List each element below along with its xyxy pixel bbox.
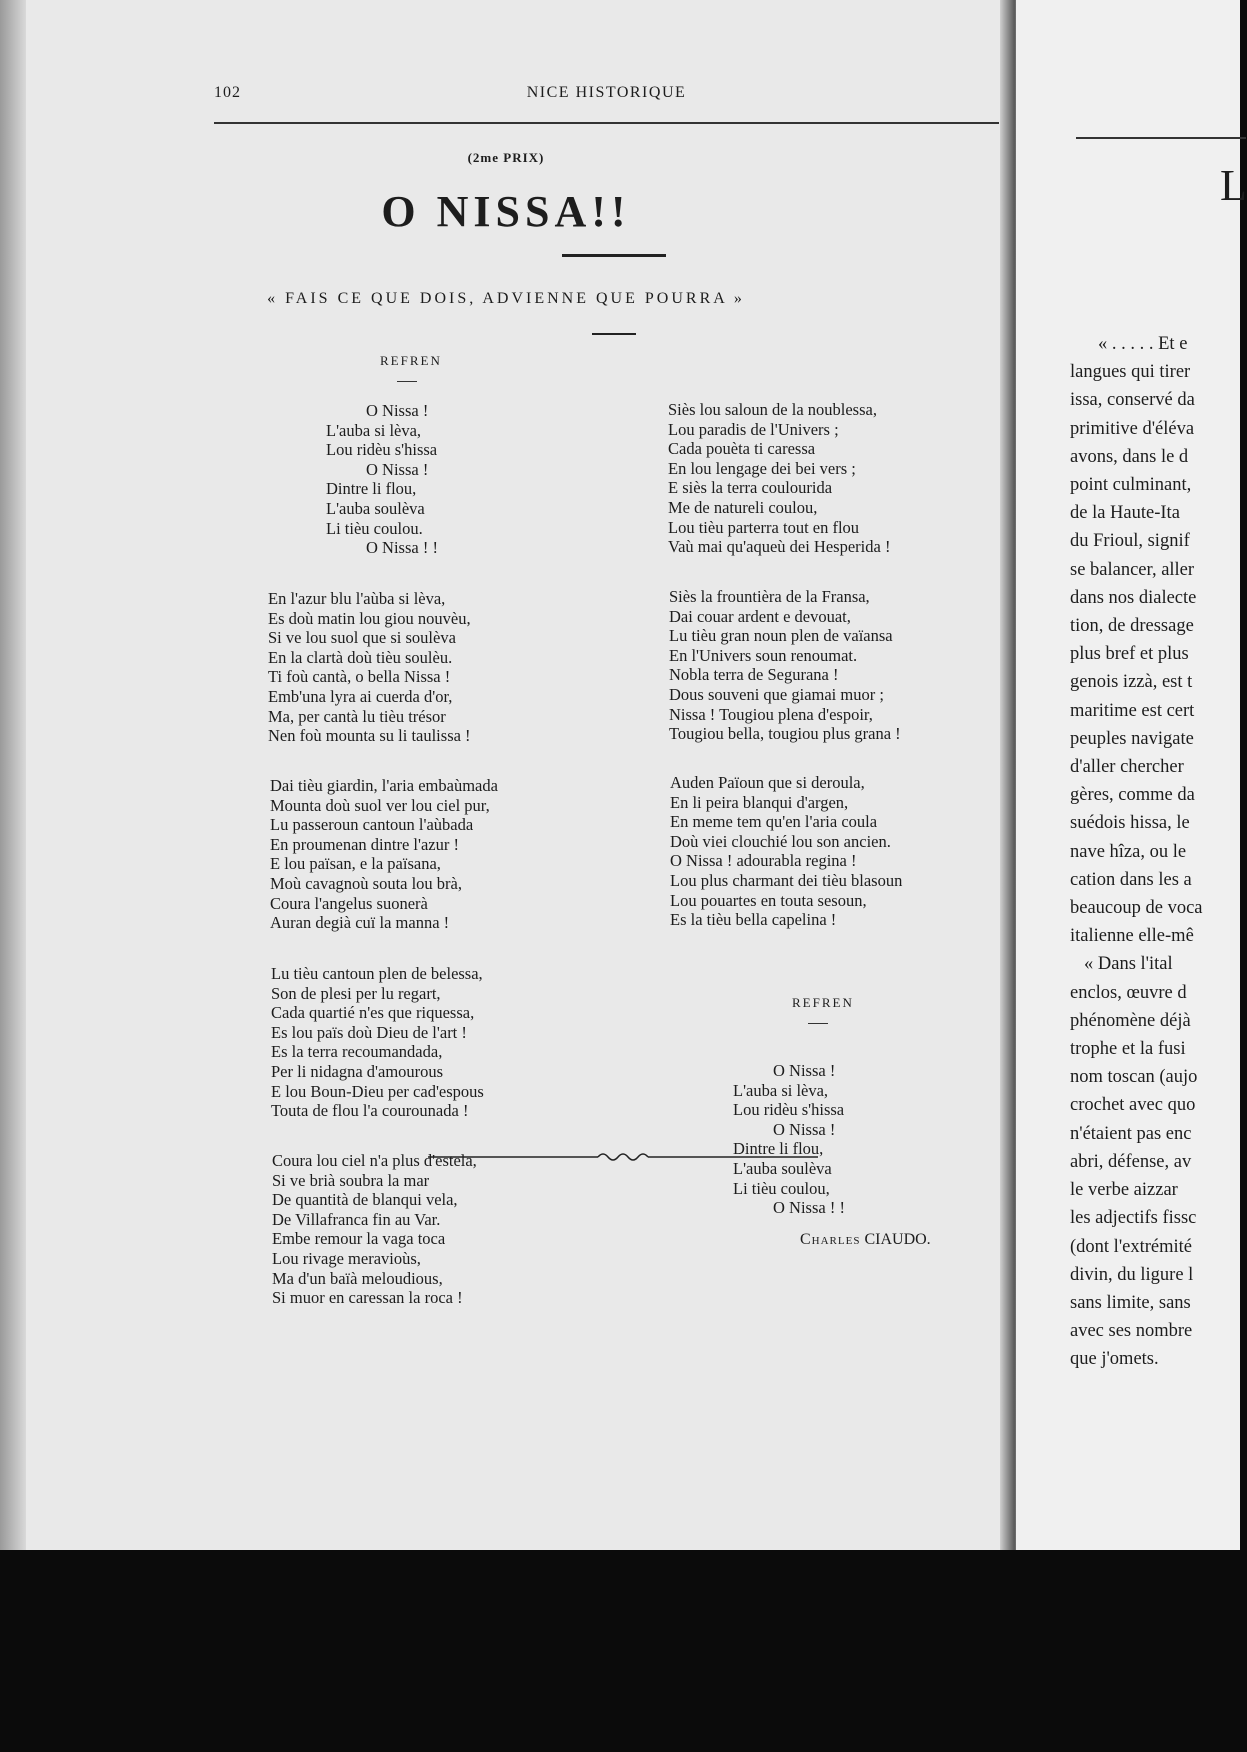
verse-line: Lou paradis de l'Univers ; bbox=[668, 419, 839, 439]
stanza-right-3 bbox=[670, 773, 902, 930]
verse-line: Dai tièu giardin, l'aria embaùmada bbox=[270, 776, 498, 795]
refren-stanza-top bbox=[326, 401, 438, 558]
verse-line: Nissa ! Tougiou plena d'espoir, bbox=[669, 704, 873, 724]
verse-line: Si ve brià soubra la mar bbox=[272, 1170, 430, 1190]
verse-line: En l'Univers soun renoumat. bbox=[669, 645, 858, 665]
verse-line: Moù cavagnoù souta lou brà, bbox=[270, 873, 462, 893]
verse-line: Nen foù mounta su li taulissa ! bbox=[268, 726, 471, 746]
article-line: tion, de dressage bbox=[1070, 616, 1194, 637]
refren-dash-repeat bbox=[808, 1023, 828, 1024]
refren-heading-repeat: REFREN bbox=[792, 995, 854, 1010]
verse-line: En meme tem qu'en l'aria coula bbox=[670, 812, 878, 832]
verse-line: Dai couar ardent e devouat, bbox=[669, 606, 851, 626]
verse-line: En proumenan dintre l'azur ! bbox=[270, 834, 459, 854]
verse-line: Dintre li flou, bbox=[733, 1139, 824, 1159]
verse-line: Dous souveni que giamai muor ; bbox=[669, 684, 884, 704]
article-line: phénomène déjà bbox=[1070, 1010, 1191, 1031]
running-head bbox=[214, 84, 999, 108]
verse-line: O Nissa ! ! bbox=[773, 1198, 845, 1218]
verse-line: Ma, per cantà lu tièu trésor bbox=[268, 706, 446, 726]
refren-heading: REFREN bbox=[380, 353, 442, 368]
verse-line: Embe remour la vaga toca bbox=[272, 1229, 446, 1249]
verse-line: Es doù matin lou giou nouvèu, bbox=[268, 608, 471, 628]
verse-line: L'auba si lèva, bbox=[326, 420, 422, 440]
author-first-name: Charles bbox=[800, 1231, 861, 1248]
author-signature bbox=[800, 1231, 931, 1249]
right-page-rule bbox=[1076, 137, 1246, 139]
article-line: le verbe aizzar bbox=[1070, 1180, 1178, 1201]
verse-line: Lou pouartes en touta sesoun, bbox=[670, 890, 867, 910]
verse-line: Es la tièu bella capelina ! bbox=[670, 910, 837, 930]
drop-letter: L bbox=[1220, 161, 1247, 210]
verse-line: Doù viei clouchié lou son ancien. bbox=[670, 831, 891, 851]
verse-line: Es la terra recoumandada, bbox=[271, 1042, 443, 1062]
verse-line: Lou tièu parterra tout en flou bbox=[668, 517, 860, 537]
article-line: italienne elle-mê bbox=[1070, 926, 1194, 947]
article-line: divin, du ligure l bbox=[1070, 1264, 1194, 1285]
article-line: langues qui tirer bbox=[1070, 362, 1191, 383]
verse-line: L'auba si lèva, bbox=[733, 1080, 829, 1100]
article-line: « . . . . . Et e bbox=[1098, 334, 1188, 354]
verse-line: E lou païsan, e la païsana, bbox=[270, 854, 441, 874]
article-line: enclos, œuvre d bbox=[1070, 982, 1187, 1003]
article-line: suédois hissa, le bbox=[1070, 813, 1190, 834]
verse-line: Emb'una lyra ai cuerda d'or, bbox=[268, 686, 453, 706]
refren-stanza-bottom bbox=[733, 1061, 845, 1218]
journal-title: NICE HISTORIQUE bbox=[526, 84, 687, 101]
verse-line: Si ve lou suol que si soulèva bbox=[268, 628, 456, 648]
article-line: gères, comme da bbox=[1070, 785, 1195, 806]
verse-line: Coura lou ciel n'a plus d'estela, bbox=[272, 1151, 477, 1170]
poem-title: O NISSA!! bbox=[381, 187, 631, 236]
verse-line: Siès lou saloun de la noublessa, bbox=[668, 400, 877, 419]
verse-line: En la clartà doù tièu soulèu. bbox=[268, 647, 453, 667]
verse-line: En lou lengage dei bei vers ; bbox=[668, 458, 856, 478]
article-line: abri, défense, av bbox=[1070, 1151, 1192, 1172]
article-line: point culminant, bbox=[1070, 475, 1192, 496]
stanza-left-3 bbox=[271, 964, 484, 1121]
verse-line: Touta de flou l'a courounada ! bbox=[271, 1101, 469, 1121]
verse-line: Lou ridèu s'hissa bbox=[733, 1100, 845, 1120]
refren-dash bbox=[397, 381, 417, 382]
motto-rule bbox=[592, 333, 636, 335]
article-line: nave hîza, ou le bbox=[1070, 841, 1187, 862]
verse-line: Coura l'angelus suonerà bbox=[270, 893, 428, 913]
verse-line: Lou rivage meravioùs, bbox=[272, 1248, 421, 1268]
article-line: plus bref et plus bbox=[1070, 644, 1189, 665]
verse-line: Li tièu coulou. bbox=[326, 518, 423, 538]
verse-line: O Nissa ! bbox=[366, 401, 429, 420]
article-line: que j'omets. bbox=[1070, 1349, 1159, 1370]
verse-line: E lou Boun-Dieu per cad'espous bbox=[271, 1081, 484, 1101]
end-ornament-rule bbox=[428, 1150, 818, 1164]
verse-line: En li peira blanqui d'argen, bbox=[670, 792, 849, 812]
verse-line: Tougiou bella, tougiou plus grana ! bbox=[669, 724, 901, 744]
article-line: issa, conservé da bbox=[1070, 390, 1195, 411]
verse-line: Dintre li flou, bbox=[326, 479, 417, 499]
article-line: se balancer, aller bbox=[1070, 559, 1195, 580]
article-line: genois izzà, est t bbox=[1070, 672, 1193, 693]
prize-label: (2me PRIX) bbox=[467, 150, 545, 165]
verse-line: Lou plus charmant dei tièu blasoun bbox=[670, 870, 903, 890]
article-line: du Frioul, signif bbox=[1070, 531, 1190, 552]
verse-line: Cada pouèta ti caressa bbox=[668, 439, 816, 459]
verse-line: Auran degià cuï la manna ! bbox=[270, 913, 450, 933]
verse-line: Lou ridèu s'hissa bbox=[326, 440, 438, 460]
verse-line: Lu tièu gran noun plen de vaïansa bbox=[669, 626, 893, 646]
stanza-left-2 bbox=[270, 776, 498, 933]
article-line: peuples navigate bbox=[1070, 728, 1194, 749]
verse-line: Ti foù cantà, o bella Nissa ! bbox=[268, 667, 451, 687]
verse-line: L'auba soulèva bbox=[326, 498, 425, 518]
verse-line: O Nissa ! bbox=[773, 1119, 836, 1139]
verse-line: Li tièu coulou, bbox=[733, 1178, 830, 1198]
poem-motto: « FAIS CE QUE DOIS, ADVIENNE QUE POURRA » bbox=[267, 290, 745, 307]
article-line: d'aller chercher bbox=[1070, 757, 1184, 778]
article-line: nom toscan (aujo bbox=[1070, 1067, 1198, 1088]
title-rule bbox=[562, 254, 666, 257]
article-line: (dont l'extrémité bbox=[1070, 1236, 1193, 1257]
verse-line: Si muor en caressan la roca ! bbox=[272, 1288, 463, 1308]
verse-line: En l'azur blu l'aùba si lèva, bbox=[268, 589, 446, 608]
right-page-text bbox=[1070, 330, 1203, 1374]
stanza-left-4 bbox=[272, 1151, 477, 1308]
verse-line: E siès la terra coulourida bbox=[668, 478, 833, 498]
article-line: sans limite, sans bbox=[1070, 1292, 1191, 1313]
article-line: maritime est cert bbox=[1070, 700, 1195, 721]
verse-line: L'auba soulèva bbox=[733, 1158, 832, 1178]
header-rule bbox=[214, 122, 999, 124]
stanza-right-2 bbox=[669, 587, 901, 744]
verse-line: Per li nidagna d'amourous bbox=[271, 1061, 444, 1081]
verse-line: De quantità de blanqui vela, bbox=[272, 1190, 458, 1210]
verse-line: Cada quartié n'es que riquessa, bbox=[271, 1003, 475, 1023]
author-last-name: CIAUDO. bbox=[864, 1231, 931, 1248]
verse-line: Lu tièu cantoun plen de belessa, bbox=[271, 964, 483, 983]
article-line: avec ses nombre bbox=[1070, 1321, 1193, 1342]
verse-line: O Nissa ! adourabla regina ! bbox=[670, 851, 857, 871]
verse-line: Ma d'un baïà meloudious, bbox=[272, 1268, 443, 1288]
page-number: 102 bbox=[214, 84, 241, 101]
verse-line: Nobla terra de Segurana ! bbox=[669, 665, 839, 685]
stanza-left-1 bbox=[268, 589, 471, 746]
verse-line: Lu passeroun cantoun l'aùbada bbox=[270, 815, 474, 835]
verse-line: Vaù mai qu'aqueù dei Hesperida ! bbox=[668, 537, 891, 557]
verse-line: O Nissa ! ! bbox=[366, 538, 438, 558]
article-line: primitive d'éléva bbox=[1070, 418, 1195, 439]
verse-line: O Nissa ! bbox=[366, 459, 429, 479]
article-line: crochet avec quo bbox=[1070, 1095, 1196, 1116]
article-line: avons, dans le d bbox=[1070, 446, 1189, 467]
article-line: n'étaient pas enc bbox=[1070, 1123, 1192, 1144]
verse-line: Es lou païs doù Dieu de l'art ! bbox=[271, 1022, 467, 1042]
article-line: « Dans l'ital bbox=[1084, 954, 1173, 975]
verse-line: De Villafranca fin au Var. bbox=[272, 1209, 441, 1229]
verse-line: Mounta doù suol ver lou ciel pur, bbox=[270, 795, 490, 815]
article-line: beaucoup de voca bbox=[1070, 898, 1203, 919]
verse-line: O Nissa ! bbox=[773, 1061, 836, 1080]
article-line: dans nos dialecte bbox=[1070, 587, 1197, 608]
verse-line: Me de natureli coulou, bbox=[668, 497, 818, 517]
verse-line: Siès la frountièra de la Fransa, bbox=[669, 587, 870, 606]
verse-line: Auden Païoun que si deroula, bbox=[670, 773, 865, 792]
article-line: les adjectifs fissc bbox=[1070, 1208, 1197, 1229]
right-page bbox=[1016, 0, 1247, 1550]
article-line: cation dans les a bbox=[1070, 869, 1192, 890]
article-line: trophe et la fusi bbox=[1070, 1039, 1186, 1060]
article-line: de la Haute-Ita bbox=[1070, 503, 1180, 524]
verse-line: Son de plesi per lu regart, bbox=[271, 983, 441, 1003]
stanza-right-1 bbox=[668, 400, 890, 557]
